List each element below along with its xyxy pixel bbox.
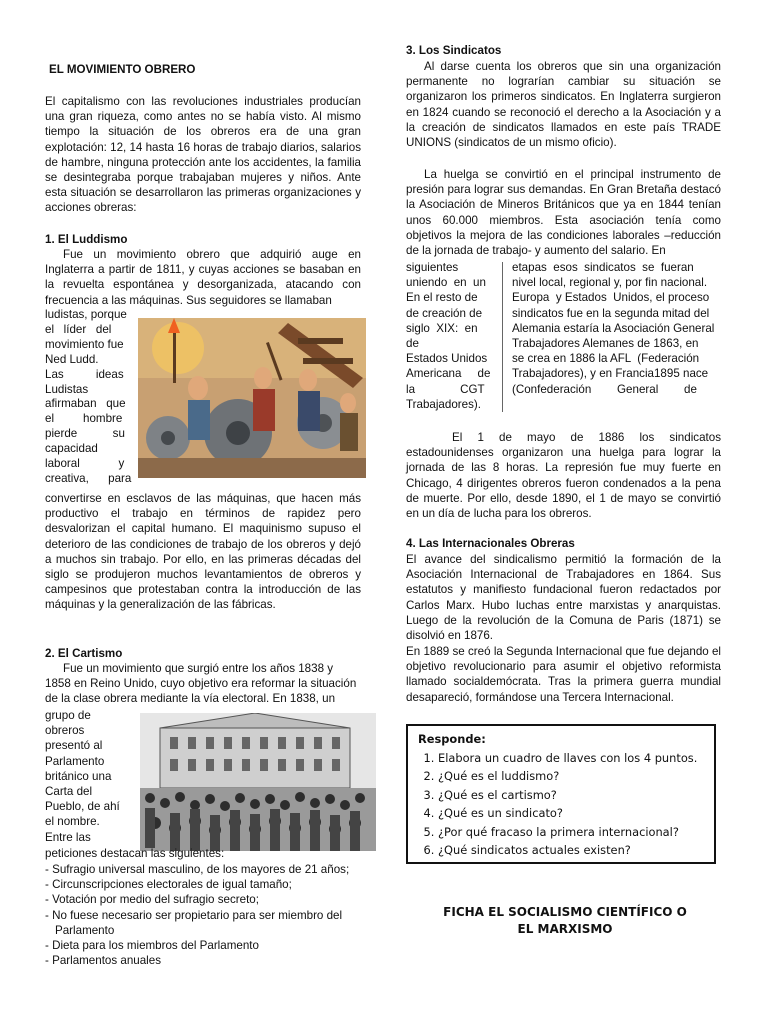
- cartismo-side-line: Pueblo, de ahí: [45, 800, 120, 814]
- responde-heading: Responde:: [418, 732, 486, 746]
- sindicatos-right-line: se crea en 1886 la AFL (Federación: [512, 352, 700, 366]
- sindicatos-left-fragment: [406, 260, 494, 412]
- luddismo-side-line: capacidad: [45, 442, 98, 456]
- luddismo-side-line: Ludistas: [45, 382, 89, 396]
- sindicatos-right-line: Trabajadores), y en Francia1895 nace: [512, 367, 709, 381]
- luddismo-paragraph-2: convertirse en esclavos de las máquinas, que hacen más productivo el trabajo en términos de rapidez pero desvalorizan el capital humano. El maquinismo supuso el deterioro de las condiciones de trabajo de los obreros y dejó a muchos sin trabajo. Por ello, en las primeras décadas del siglo se produjeron muchos levantamientos de obreros y campesinos que protestaban contra la introducción de las máquinas y la generalización de las fábricas.: [45, 492, 361, 612]
- luddismo-side-line: el hombre: [45, 412, 123, 426]
- cartismo-list-intro: peticiones destacan las siguientes:: [45, 847, 225, 860]
- cartismo-petitions-list: [45, 862, 361, 968]
- luddismo-paragraph-1: Fue un movimiento obrero que adquirió auge en Inglaterra a partir de 1811, y cuyas acciones se basaban en la revuelta espontánea y desorganizada, atacando con frecuencia a las máquinas. Sus seguidores se llamaban: [45, 248, 361, 307]
- sindicatos-right-line: Europa y Estados Unidos, el proceso: [512, 291, 710, 305]
- luddismo-side-line: pierde su: [45, 427, 125, 441]
- luddismo-side-line: el líder del: [45, 322, 112, 336]
- question-item: 5. ¿Por qué fracaso la primera internacional?: [438, 823, 704, 842]
- sindicatos-left-line: Estados Unidos: [406, 352, 488, 366]
- sindicatos-right-line: Trabajadores Alemanes de 1863, en: [512, 337, 699, 351]
- luddismo-side-line: Las ideas: [45, 367, 124, 381]
- luddismo-side-line: ludistas, porque: [45, 308, 127, 321]
- internacionales-paragraph-1: El avance del sindicalismo permitió la formación de la Asociación Internacional de Trabajadores en 1864. Sus estatutos y manifiesto fundacional fueron redactados por Carlos Marx. Hubo luchas entre marxistas y anarquistas. Luego de la revolución de la Comuna de Paris (1871) se disolvió en 1876.: [406, 553, 721, 643]
- sindicatos-heading: 3. Los Sindicatos: [406, 44, 502, 57]
- internacionales-paragraph-2: En 1889 se creó la Segunda Internacional que fue dejando el objetivo revolucionario para asumir el objetivo reformista llamado socialdemócrata. Tras la primera guerra mundial desapareció, formándose una Tercera Internacional.: [406, 645, 721, 704]
- petition-item: - Dieta para los miembros del Parlamento: [45, 939, 259, 953]
- questions-list: [418, 749, 704, 860]
- sindicatos-left-line: Trabajadores).: [406, 397, 481, 411]
- luddismo-side-line: creativa, para: [45, 471, 132, 485]
- responde-box: [406, 724, 716, 864]
- question-item: 1. Elabora un cuadro de llaves con los 4 puntos.: [438, 749, 704, 768]
- luddismo-side-line: movimiento fue: [45, 337, 124, 351]
- sindicatos-paragraph-1: Al darse cuenta los obreros que sin una organización permanente no lograrían cambiar su situación se organizaron los primeros sindicatos. En Inglaterra surgieron en 1824 cuando se reconoció el derecho a la Asociación y a la creación de sindicatos llamados en este país TRADE UNIONS (sindicatos de un mismo oficio).: [406, 60, 721, 150]
- sindicatos-left-line: siguientes: [406, 261, 459, 274]
- cartismo-side-line: grupo de: [45, 709, 91, 722]
- question-item: 3. ¿Qué es el cartismo?: [438, 786, 704, 805]
- sindicatos-right-line: etapas esos sindicatos se fueran: [512, 261, 694, 274]
- petition-item: - No fuese necesario ser propietario para ser miembro del Parlamento: [45, 908, 343, 937]
- sindicatos-right-line: sindicatos fue en la segunda mitad del: [512, 306, 710, 320]
- cartismo-side-line: Entre las: [45, 830, 91, 844]
- petition-item: - Circunscripciones electorales de igual tamaño;: [45, 878, 292, 892]
- petition-item: - Votación por medio del sufragio secreto;: [45, 893, 259, 907]
- cartismo-side-line: presentó al: [45, 739, 103, 753]
- petition-item: - Parlamentos anuales: [45, 954, 161, 968]
- page-title: EL MOVIMIENTO OBRERO: [49, 63, 196, 76]
- luddismo-side-text: [45, 308, 133, 487]
- cartismo-side-line: Parlamento: [45, 754, 105, 768]
- petition-item: - Sufragio universal masculino, de los mayores de 21 años;: [45, 863, 350, 876]
- sindicatos-left-line: siglo XIX: en: [406, 321, 478, 335]
- cartismo-side-line: británico una: [45, 769, 112, 783]
- sindicatos-paragraph-2: La huelga se convirtió en el principal instrumento de presión para lograr sus demandas. En Gran Bretaña destacó la Asociación de Mineros Británicos que ya en 1844 tenían unos 60.000 miembros. Esta asociación tenía como objetivos la mejora de las condiciones laborales –reducción de la jornada de trabajo- y aumento del salario. En: [406, 168, 721, 258]
- sindicatos-right-line: Alemania estaría la Asociación General: [512, 321, 715, 335]
- cartismo-engraving: [140, 713, 376, 851]
- question-item: 2. ¿Qué es el luddismo?: [438, 767, 704, 786]
- internacionales-heading: 4. Las Internacionales Obreras: [406, 537, 575, 550]
- sindicatos-left-line: Americana de: [406, 367, 491, 381]
- luddismo-side-line: afirmaban que: [45, 397, 126, 411]
- luddismo-side-line: laboral y: [45, 457, 125, 471]
- cartismo-side-text: [45, 708, 140, 845]
- column-divider: [502, 262, 503, 412]
- sindicatos-right-fragment: [512, 260, 721, 397]
- footer-title: [420, 904, 710, 938]
- cartismo-heading: 2. El Cartismo: [45, 647, 123, 660]
- intro-paragraph: El capitalismo con las revoluciones industriales producían una gran riqueza, como antes no se había visto. Al mismo tiempo la situación de los obreros era de una gran explotación: 12, 14 hasta 16 horas de trabajo diarios, salarios de hambre, ninguna protección ante los accidentes, la familia se desintegraba porque trabajaban mujeres y niños. Ante esta situación se desarrollaron las primeras organizaciones y acciones obreras:: [45, 95, 361, 215]
- luddismo-side-line: Ned Ludd.: [45, 352, 99, 366]
- sindicatos-paragraph-3: El 1 de mayo de 1886 los sindicatos estadounidenses organizaron una huelga para lograr la jornada de las 8 horas. La represión fue muy fuerte en Chicago, 4 dirigentes obreros fueron condenados a la pena de muerte. Por ello, desde 1890, el 1 de mayo se convirtió en un día de lucha para los obreros.: [406, 431, 721, 521]
- question-item: 4. ¿Qué es un sindicato?: [438, 804, 704, 823]
- sindicatos-left-line: de creación de: [406, 306, 483, 320]
- sindicatos-left-line: de: [406, 337, 419, 351]
- footer-line-2: EL MARXISMO: [517, 922, 613, 936]
- cartismo-side-line: Carta del: [45, 785, 93, 799]
- sindicatos-right-line: (Confederación General de: [512, 382, 697, 396]
- sindicatos-left-line: la CGT: [406, 382, 485, 396]
- footer-line-1: FICHA EL SOCIALISMO CIENTÍFICO O: [443, 905, 687, 919]
- sindicatos-right-line: nivel local, regional y, por fin nacional.: [512, 276, 708, 290]
- cartismo-side-line: obreros: [45, 724, 85, 738]
- sindicatos-left-line: uniendo en un: [406, 276, 486, 290]
- luddite-illustration: [138, 318, 366, 478]
- cartismo-side-line: el nombre.: [45, 815, 100, 829]
- question-item: 6. ¿Qué sindicatos actuales existen?: [438, 841, 704, 860]
- luddismo-heading: 1. El Luddismo: [45, 233, 128, 246]
- sindicatos-left-line: En el resto de: [406, 291, 478, 305]
- cartismo-paragraph-1: Fue un movimiento que surgió entre los años 1838 y 1858 en Reino Unido, cuyo objetivo era reformar la situación de la clase obrera mediante la vía electoral. En 1838, un: [45, 662, 357, 706]
